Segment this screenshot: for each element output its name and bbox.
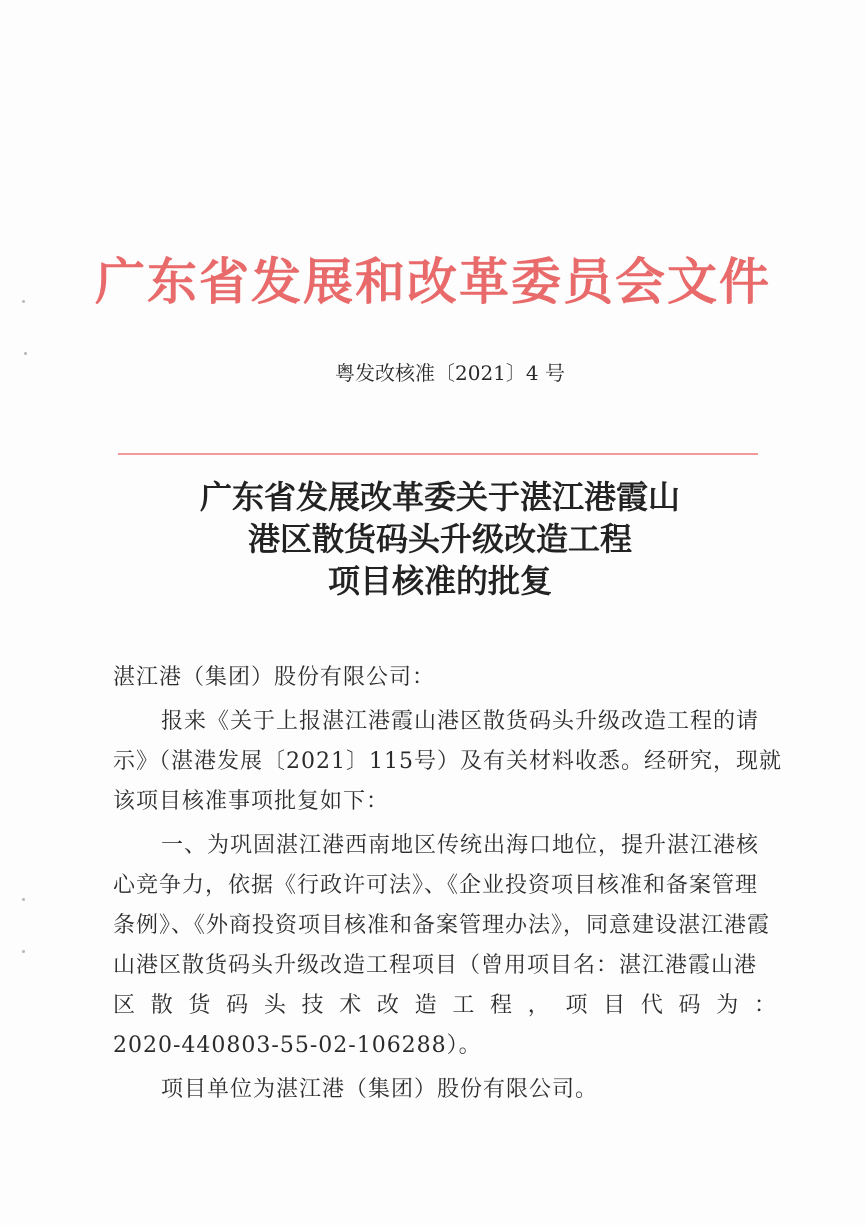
scan-speck: [22, 950, 25, 953]
document-body: [113, 658, 782, 1110]
justified-char: 改: [376, 993, 400, 1018]
reply-title-line: 港区散货码头升级改造工程: [247, 520, 632, 558]
paragraph-line: 条例》、《外商投资项目核准和备案管理办法》，同意建设湛江港霞: [113, 913, 771, 938]
reply-title: [0, 476, 866, 602]
justified-char: ，: [527, 993, 551, 1018]
justified-char: 程: [490, 993, 514, 1018]
justified-char: 目: [603, 993, 627, 1018]
paragraph-line: 报来《关于上报湛江港霞山港区散货码头升级改造工程的请: [161, 709, 760, 734]
document-number: 粤发改核准〔2021〕4 号: [335, 361, 565, 385]
reply-title-line: 广东省发展改革委关于湛江港霞山: [199, 478, 680, 516]
paragraph-line: 心竞争力，依据《行政许可法》、《企业投资项目核准和备案管理: [113, 873, 759, 898]
scan-speck: [22, 898, 25, 901]
reply-title-line: 项目核准的批复: [327, 562, 552, 600]
justified-char: ：: [753, 993, 777, 1018]
justified-char: 项: [565, 993, 589, 1018]
paragraph-line: 一、为巩固湛江港西南地区传统出海口地位，提升湛江港核: [161, 833, 760, 858]
paragraph-line-justified: [113, 986, 777, 1026]
paragraph-line: 山港区散货码头升级改造工程项目（曾用项目名：湛江港霞山港: [113, 953, 758, 978]
justified-char: 散: [150, 993, 174, 1018]
justified-char: 代: [640, 993, 664, 1018]
justified-char: 造: [414, 993, 438, 1018]
addressee: 湛江港（集团）股份有限公司：: [113, 665, 436, 690]
justified-char: 头: [263, 993, 287, 1018]
justified-char: 区: [113, 993, 137, 1018]
justified-char: 技: [301, 993, 325, 1018]
justified-char: 为: [716, 993, 740, 1018]
scan-speck: [24, 352, 27, 355]
issuer-header-title: 广东省发展和改革委员会文件: [95, 252, 771, 311]
paragraph-line: 项目单位为湛江港（集团）股份有限公司。: [161, 1077, 599, 1102]
justified-char: 码: [678, 993, 702, 1018]
project-code-line: 2020-440803-55-02-106288）。: [113, 1033, 482, 1058]
justified-char: 货: [188, 993, 212, 1018]
paragraph-line: 该项目核准事项批复如下：: [113, 789, 390, 814]
justified-char: 码: [226, 993, 250, 1018]
justified-char: 术: [339, 993, 363, 1018]
justified-char: 工: [452, 993, 476, 1018]
paragraph-line: 示》（湛港发展〔2021〕115号）及有关材料收悉。经研究，现就: [113, 749, 782, 774]
red-divider-rule: [118, 453, 758, 455]
scan-speck: [22, 300, 25, 303]
